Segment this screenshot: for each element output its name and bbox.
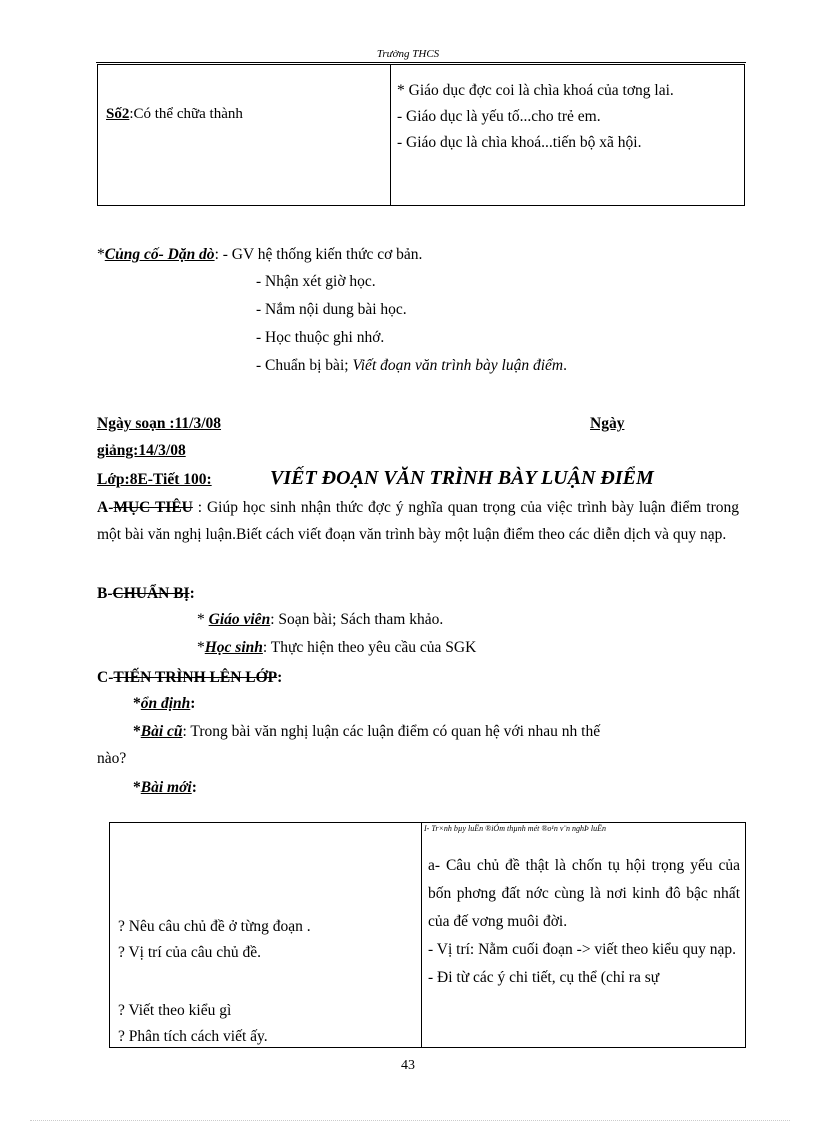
section-a-text: : Giúp học sinh nhận thức đợc ý nghĩa quan trọng của việc trình bày luận điểm trong một bài văn nghị luận.Biết cách viết đoạn văn trình bày một luận điểm theo các diễn dịch và quy nạp.: [97, 499, 740, 543]
section-a: [97, 494, 739, 548]
question: ? Viết theo kiểu gì: [118, 1002, 232, 1019]
bai-cu-text-cont: nào?: [97, 750, 127, 767]
bai-moi-label: Bài mới: [140, 779, 192, 796]
section-a-prefix: A-: [97, 499, 114, 516]
page-header: Trường THCS: [376, 48, 440, 60]
item-text: :Có thể chữa thành: [129, 106, 243, 122]
page-number: 43: [401, 1058, 415, 1073]
answer-c: - Đi từ các ý chi tiết, cụ thể (chỉ ra sự: [428, 969, 660, 986]
question: ? Phân tích cách viết ấy.: [118, 1028, 268, 1045]
cungco-item: - Nhận xét giờ học.: [256, 273, 376, 290]
section-b-title: CHUẨN BỊ: [112, 585, 190, 602]
question: ? Vị trí của câu chủ đề.: [118, 944, 262, 961]
hoc-sinh-label: Học sinh: [204, 639, 263, 656]
ngay-label: Ngày: [590, 415, 625, 432]
ngay-soan: Ngày soạn :11/3/08: [97, 415, 222, 432]
answer-a: a- Câu chủ đề thật là chốn tụ hội trọng yếu của bốn phơng đất nớc cùng là nơi kinh đô bậc nhất của đế vơng muôi đời.: [428, 857, 740, 930]
ngay-giang: giảng:14/3/08: [97, 442, 186, 459]
cungco-item: : - GV hệ thống kiến thức cơ bản.: [214, 246, 423, 263]
giao-vien-text: : Soạn bài; Sách tham khảo.: [270, 611, 444, 628]
question: ? Nêu câu chủ đề ở từng đoạn .: [118, 918, 311, 935]
answer-cell: [428, 852, 740, 1046]
header-rule: [96, 62, 746, 63]
right-line: * Giáo dục đợc coi là chìa khoá của tơng lai.: [397, 82, 674, 99]
section-c-prefix: C-: [97, 669, 114, 686]
bai-cu-text: : Trong bài văn nghị luận các luận điểm có quan hệ với nhau nh thế: [182, 723, 601, 740]
section-c-colon: :: [277, 669, 283, 686]
lop-tiet: Lớp:8E-Tiết 100:: [97, 471, 212, 488]
cungco-suffix: .: [563, 357, 567, 374]
cungco-prefix: - Chuẩn bị bài;: [256, 357, 353, 374]
giao-vien-label: Giáo viên: [208, 611, 271, 628]
on-dinh-label: ổn định: [140, 695, 191, 712]
bai-cu-line: *Bài cũ: Trong bài văn nghị luận các luận điểm có quan hệ với nhau nh thế: [133, 723, 601, 740]
giao-vien-line: * Giáo viên: Soạn bài; Sách tham khảo.: [197, 611, 444, 628]
item-number: Số2: [106, 106, 130, 122]
cungco-item: - Học thuộc ghi nhớ.: [256, 329, 385, 346]
section-b-heading: [97, 580, 195, 607]
table-left-cell: [106, 106, 243, 123]
bai-moi-line: *Bài mới:: [133, 779, 197, 796]
section-b-prefix: B-: [97, 585, 113, 602]
right-line: - Giáo dục là chìa khoá...tiến bộ xã hội.: [397, 134, 642, 151]
right-line: - Giáo dục là yếu tố...cho trẻ em.: [397, 108, 601, 125]
table-divider: [390, 65, 391, 205]
page-bottom-rule: [30, 1120, 790, 1121]
lesson-title: VIẾT ĐOẠN VĂN TRÌNH BÀY LUẬN ĐIỂM: [270, 467, 654, 489]
section-c-heading: [97, 664, 282, 691]
cungco-lesson-title: Viết đoạn văn trình bày luận điểm: [352, 357, 564, 374]
section-a-heading: MỤC TIÊU: [113, 499, 193, 516]
bai-cu-label: Bài cũ: [140, 723, 183, 740]
cungco-first-line: *Củng cố- Dặn dò: - GV hệ thống kiến thức cơ bản.: [97, 246, 423, 263]
answer-b: - Vị trí: Nằm cuối đoạn -> viết theo kiểu quy nạp.: [428, 941, 737, 958]
cungco-item-last: [256, 352, 567, 379]
hoc-sinh-text: : Thực hiện theo yêu cầu của SGK: [262, 639, 477, 656]
cungco-label: Củng cố- Dặn dò: [104, 246, 215, 263]
on-dinh-line: *ổn định:: [133, 695, 196, 712]
table-right-cell: [397, 78, 737, 156]
hoc-sinh-line: *Học sinh: Thực hiện theo yêu cầu của SGK: [197, 639, 477, 656]
table-heading: I- Tr×nh bµy luËn ®iÓm thµnh mét ®o¹n v¨n nghÞ luËn: [424, 824, 607, 833]
section-b-colon: :: [189, 585, 195, 602]
section-c-title: TIẾN TRÌNH LÊN LỚP: [113, 669, 278, 686]
cungco-item: - Nắm nội dung bài học.: [256, 301, 407, 318]
table-divider: [421, 823, 422, 1047]
